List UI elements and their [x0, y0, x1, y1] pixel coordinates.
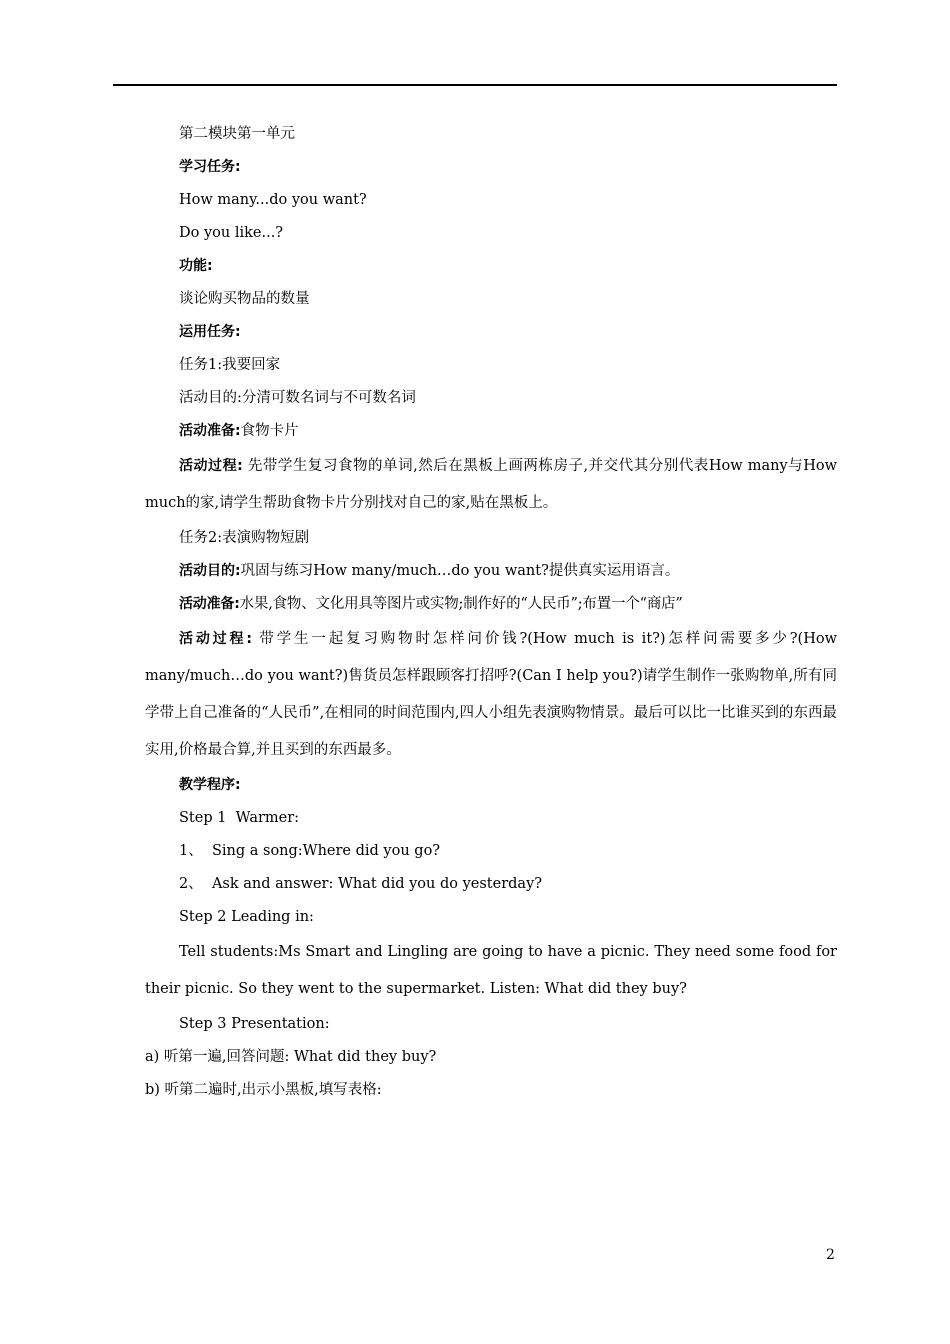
step3-item-b: b) 听第二遍时,出示小黑板,填写表格:	[145, 1082, 382, 1098]
step1-item: 1、 Sing a song:Where did you go?	[179, 843, 441, 859]
step2-text: Tell students:Ms Smart and Lingling are going to have a picnic. They need some food for their picnic. So they went to the supermarket. Listen: What did they buy?	[145, 944, 837, 997]
function-heading: 功能:	[179, 258, 213, 274]
learning-tasks-heading: 学习任务:	[179, 159, 241, 175]
task2-goal	[145, 555, 837, 588]
task1-prep-text: 食物卡片	[240, 423, 299, 439]
task1-process-label: 活动过程:	[179, 458, 243, 474]
task2-prep	[145, 588, 837, 621]
unit-title: 第二模块第一单元	[179, 126, 295, 142]
task1-prep	[145, 415, 837, 448]
step3-item-a: a) 听第一遍,回答问题: What did they buy?	[145, 1049, 437, 1065]
learning-task-item: How many...do you want?	[179, 192, 367, 208]
step1-heading: Step 1 Warmer:	[179, 810, 300, 826]
task2-prep-text: 水果,食物、文化用具等图片或实物;制作好的“人民币”;布置一个“商店”	[239, 596, 683, 612]
task2-process-text: 带学生一起复习购物时怎样问价钱?(How much is it?)怎样问需要多少?(How many/much…do you want?)售货员怎样跟顾客打招呼?(Can I help you?)请学生制作一张购物单,所有同学带上自己准备的“人民币”,在相同的时间范围内,四人小组先表演购物情景。最后可以比一比谁买到的东西最实用,价格最合算,并且买到的东西最多。	[145, 631, 838, 758]
task2-process	[145, 621, 837, 769]
task2-prep-label: 活动准备:	[179, 596, 240, 612]
function-text: 谈论购买物品的数量	[179, 291, 310, 307]
task1-title: 任务1:我要回家	[179, 357, 281, 373]
header-rule	[113, 84, 837, 86]
step1-item: 2、 Ask and answer: What did you do yesterday?	[179, 876, 543, 892]
task1-process-text: 先带学生复习食物的单词,然后在黑板上画两栋房子,并交代其分别代表How many与How much的家,请学生帮助食物卡片分别找对自己的家,贴在黑板上。	[145, 458, 837, 511]
page-number: 2	[826, 1247, 835, 1263]
task1-prep-label: 活动准备:	[179, 423, 241, 439]
document-body	[145, 118, 837, 1107]
apply-tasks-heading: 运用任务:	[179, 324, 241, 340]
task1-goal: 活动目的:分清可数名词与不可数名词	[179, 390, 416, 406]
task1-process	[145, 448, 837, 522]
step2-heading: Step 2 Leading in:	[179, 909, 314, 925]
learning-task-item: Do you like...?	[179, 225, 284, 241]
task2-process-label: 活动过程:	[179, 631, 252, 647]
task2-goal-label: 活动目的:	[179, 563, 241, 579]
procedure-heading: 教学程序:	[179, 777, 241, 793]
step3-heading: Step 3 Presentation:	[179, 1016, 330, 1032]
task2-goal-text: 巩固与练习How many/much…do you want?提供真实运用语言。	[240, 563, 680, 579]
task2-title: 任务2:表演购物短剧	[179, 530, 310, 546]
